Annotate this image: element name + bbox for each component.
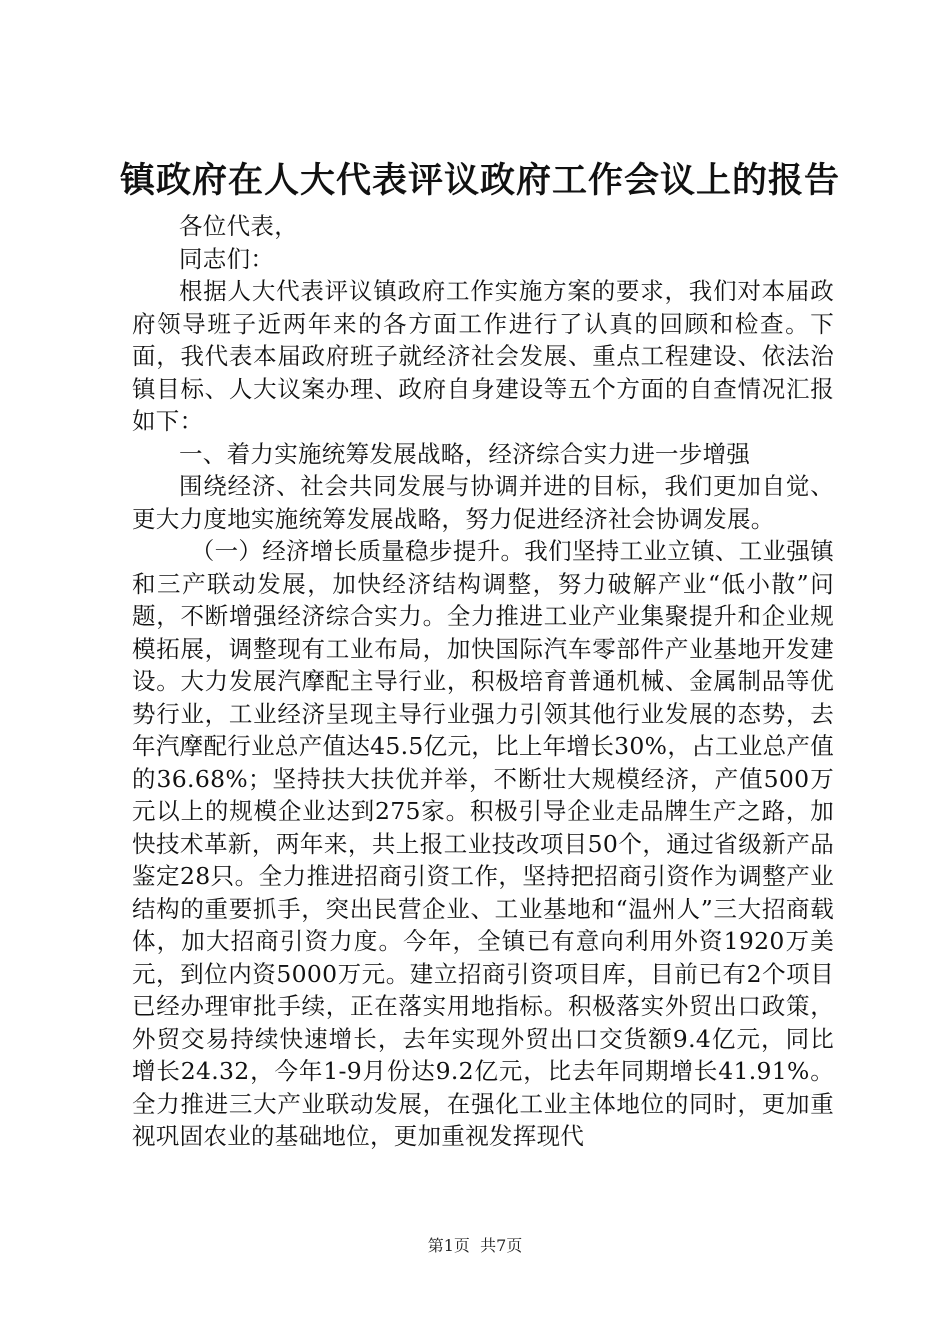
document-title: 镇政府在人大代表评议政府工作会议上的报告 xyxy=(120,160,841,201)
salutation-comrades: 同志们： xyxy=(179,244,275,273)
salutation-representatives: 各位代表， xyxy=(179,212,298,240)
paragraph-economic-growth: （一）经济增长质量稳步提升。我们坚持工业立镇、工业强镇和三产联动发展，加快经济结构调整，努力破解产业“低小散”问题，不断增强经济综合实力。全力推进工业产业集聚提升和企业规模拓展，调整现有工业布局，加快国际汽车零部件产业基地开发建设。大力发展汽摩配主导行业，积极培育普通机械、金属制品等优势行业，工业经济呈现主导行业强力引领其他行业发展的态势，去年汽摩配行业总产值达45.5亿元，比上年增长30%，占工业总产值的36.68%；坚持扶大扶优并举，不断壮大规模经济，产值500万元以上的规模企业达到275家。积极引导企业走品牌生产之路，加快技术革新，两年来，共上报工业技改项目50个，通过省级新产品鉴定28只。全力推进招商引资工作，坚持把招商引资作为调整产业结构的重要抓手，突出民营企业、工业基地和“温州人”三大招商载体，加大招商引资力度。今年，全镇已有意向利用外资1920万美元，到位内资5000万元。建立招商引资项目库，目前已有2个项目已经办理审批手续，正在落实用地指标。积极落实外贸出口政策，外贸交易持续快速增长，去年实现外贸出口交货额9.4亿元，同比增长24.32，今年1-9月份达9.2亿元，比去年同期增长41.91%。全力推进三大产业联动发展，在强化工业主体地位的同时，更加重视巩固农业的基础地位，更加重视发挥现代 xyxy=(132,537,834,1150)
page-footer xyxy=(0,1236,950,1256)
document-body xyxy=(132,210,834,1153)
paragraph-overview: 围绕经济、社会共同发展与协调并进的目标，我们更加自觉、更大力度地实施统筹发展战略，努力促进经济社会协调发展。 xyxy=(132,472,834,533)
page-number-current: 第1页 xyxy=(427,1236,470,1255)
paragraph-intro: 根据人大代表评议镇政府工作实施方案的要求，我们对本届政府领导班子近两年来的各方面工作进行了认真的回顾和检查。下面，我代表本届政府班子就经济社会发展、重点工程建设、依法治镇目标、人大议案办理、政府自身建设等五个方面的自查情况汇报如下： xyxy=(132,277,834,435)
page-number-total: 共7页 xyxy=(480,1236,523,1255)
section-heading-1: 一、着力实施统筹发展战略，经济综合实力进一步增强 xyxy=(179,439,751,468)
